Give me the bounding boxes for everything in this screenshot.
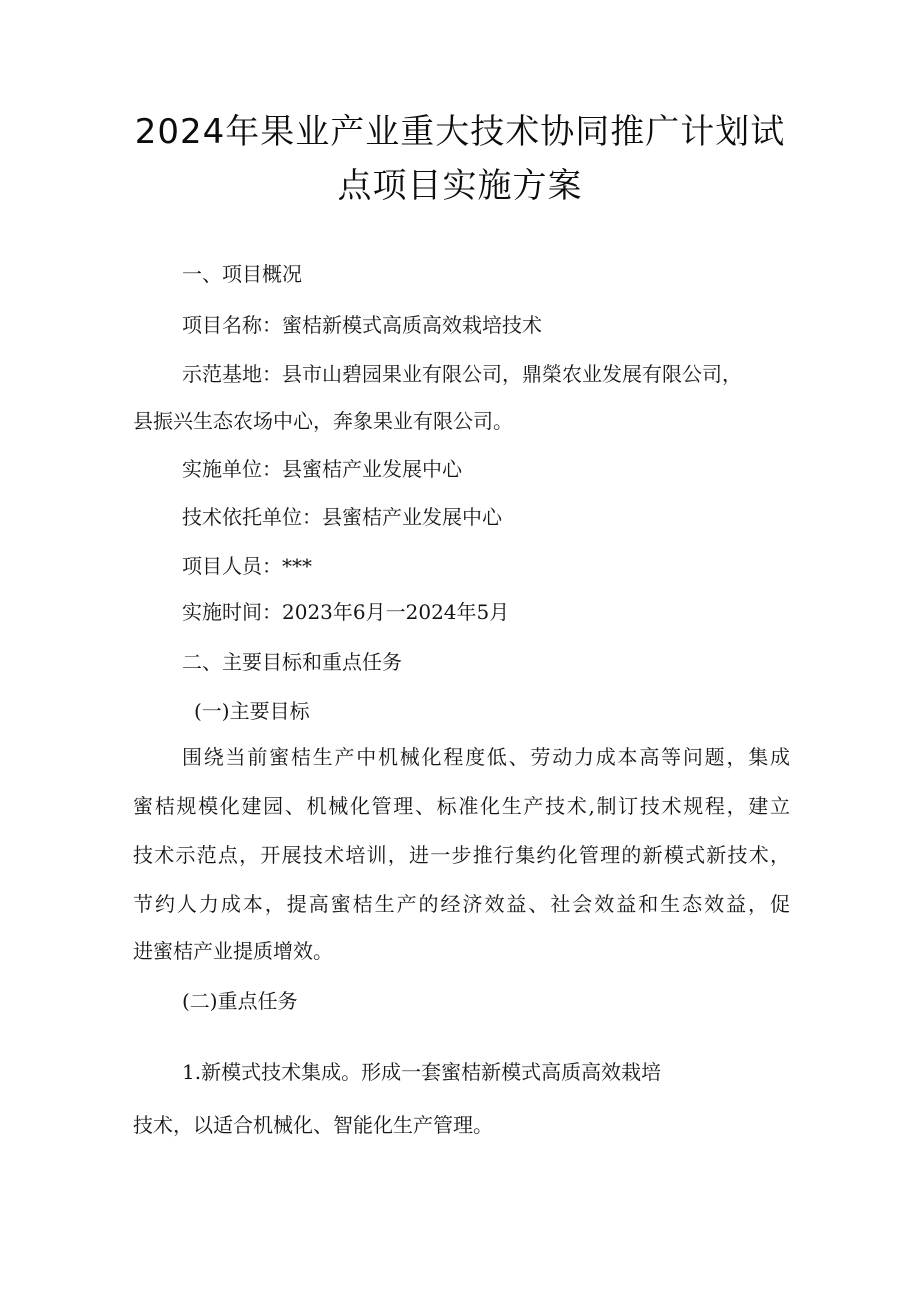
project-staff: 项目人员：*** — [182, 554, 312, 578]
implementing-unit: 实施单位：县蜜桔产业发展中心 — [182, 457, 462, 481]
implementation-time: 实施时间：2023年6月一2024年5月 — [182, 600, 510, 624]
goal-paragraph-line-4: 节约人力成本，提高蜜桔生产的经济效益、社会效益和生态效益，促 — [133, 892, 790, 916]
project-name: 项目名称：蜜桔新模式高质高效栽培技术 — [182, 313, 542, 337]
subsection-heading-main-goals: (一)主要目标 — [194, 699, 310, 723]
goal-paragraph-line-3: 技术示范点，开展技术培训，进一步推行集约化管理的新模式新技术， — [133, 843, 790, 867]
section-heading-overview: 一、项目概况 — [182, 262, 302, 286]
document-title-line-2: 点项目实施方案 — [337, 166, 583, 206]
document-title-line-1: 2024年果业产业重大技术协同推广计划试 — [134, 112, 786, 152]
demo-base-line-2: 县振兴生态农场中心，奔象果业有限公司。 — [133, 409, 513, 433]
tech-support-unit: 技术依托单位：县蜜桔产业发展中心 — [182, 505, 502, 529]
demo-base-line-1: 示范基地：县市山碧园果业有限公司，鼎榮农业发展有限公司， — [182, 362, 742, 386]
goal-paragraph-line-2: 蜜桔规模化建园、机械化管理、标准化生产技术,制订技术规程，建立 — [133, 794, 790, 818]
task-1-line-2: 技术，以适合机械化、智能化生产管理。 — [133, 1113, 493, 1137]
goal-paragraph-line-5: 进蜜桔产业提质增效。 — [133, 939, 333, 963]
subsection-heading-key-tasks: (二)重点任务 — [182, 989, 298, 1013]
section-heading-goals-tasks: 二、主要目标和重点任务 — [182, 650, 402, 674]
task-1-line-1: 1.新模式技术集成。形成一套蜜桔新模式高质高效栽培 — [182, 1060, 662, 1084]
goal-paragraph-line-1: 围绕当前蜜桔生产中机械化程度低、劳动力成本高等问题，集成 — [182, 745, 790, 769]
